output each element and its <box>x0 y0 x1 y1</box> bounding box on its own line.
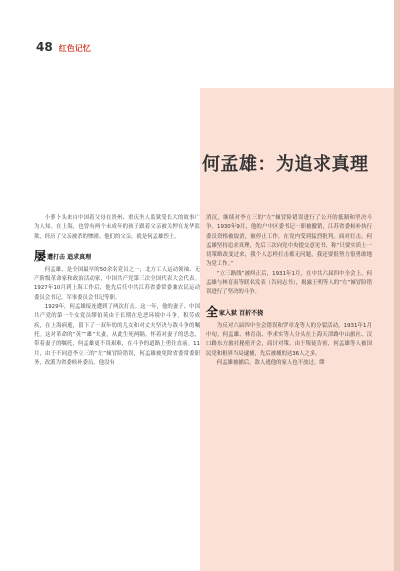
section-heading-initial: 全 <box>206 304 219 319</box>
section-heading-2 <box>206 306 372 318</box>
page-header <box>36 40 91 54</box>
body-paragraph: 消沉，继续对李立三的“左”倾冒险错误进行了公开的抵制和坚决斗争。1930年9月，他的户中区委书记一职被撤销，江苏省委候补执行委员资格被取消，被停止工作，在党内受到猛烈批判。面对打击，何孟雄坚持追求真理，先后三次向党中央提交意见书，称“只要实质上一切策略改变过来，我个人怎样打击都无问题，我还要很努力很勇敢地为党工作。” <box>206 215 372 268</box>
body-paragraph: 何孟雄，是全国最早的50余名党员之一，北方工人运动领袖、无产阶级革命家和政治活动家，中国共产党第三次全国代表大会代表。1927年10月到上海工作后，他先后任中共江苏省委常委兼农民运动委员会书记、军事委员会书记等职。 <box>34 266 200 301</box>
column-name: 红色记忆 <box>58 44 91 53</box>
page-edge-strip <box>394 0 400 571</box>
section-heading-text: 家入狱 百折不挠 <box>219 309 264 317</box>
right-text-column <box>206 214 372 368</box>
section-heading-1 <box>34 250 200 262</box>
section-heading-text: 遭打击 追求真理 <box>47 253 92 261</box>
left-text-column <box>34 214 200 368</box>
article-title: 何孟雄：为追求真理 <box>202 154 369 175</box>
body-paragraph: “立三路线”被纠正后，1931年1月，在中共六届四中全会上，何孟雄与林育南等联名发表（告同志书），揭露王明等人的“左”倾冒险错误进行了坚决的斗争。 <box>206 270 372 296</box>
body-paragraph: 为反对六届四中全会错误和罗章龙等人的分裂活动，1931年1月中旬，何孟雄、林育南、李求实等人分头在上海天津路中山旅社、汉口路东方旅社秘密开会，商讨对策。由于叛徒告密，何孟雄等人被国民党和租界当局逮捕，先后被捕的达36人之多。 <box>206 322 372 357</box>
page-number: 48 <box>36 40 53 54</box>
body-paragraph: 1929年，何孟雄接连遭到了两次打击。这一年，他的妻子、中国共产党的第一个女党员缪伯英由于长期在危恶环境中斗争，积劳成疾，在上海病逝，留下了一双年幼的儿女和对丈夫坚决与敌斗争的嘱托。这对革命的“英”“雄”夫妻，从此生死两隔。怀着对妻子的思念，带着妻子的嘱托，何孟雄更不畏艰难，在斗争的道路上勇往直前。11月，由于不同意李立三的“左”倾冒险错误，何孟雄被免除省委常委职务，改派为省委候补委员。他没有 <box>34 304 200 366</box>
body-paragraph: 何孟雄被捕后，敌人逃他的家人也不放过。缪 <box>216 359 325 366</box>
section-heading-initial: 屡 <box>34 248 47 263</box>
intro-paragraph: 小萝卜头来自中国着父母在贵州、重庆坐人监狱受长大的故事广为人知。在上海，也曾有两个未成年的孩子跟着父亲被关押在龙华监狱，经历了父亲被杀的惨剧。他们的父亲，就是何孟雄烈士。 <box>34 215 200 240</box>
